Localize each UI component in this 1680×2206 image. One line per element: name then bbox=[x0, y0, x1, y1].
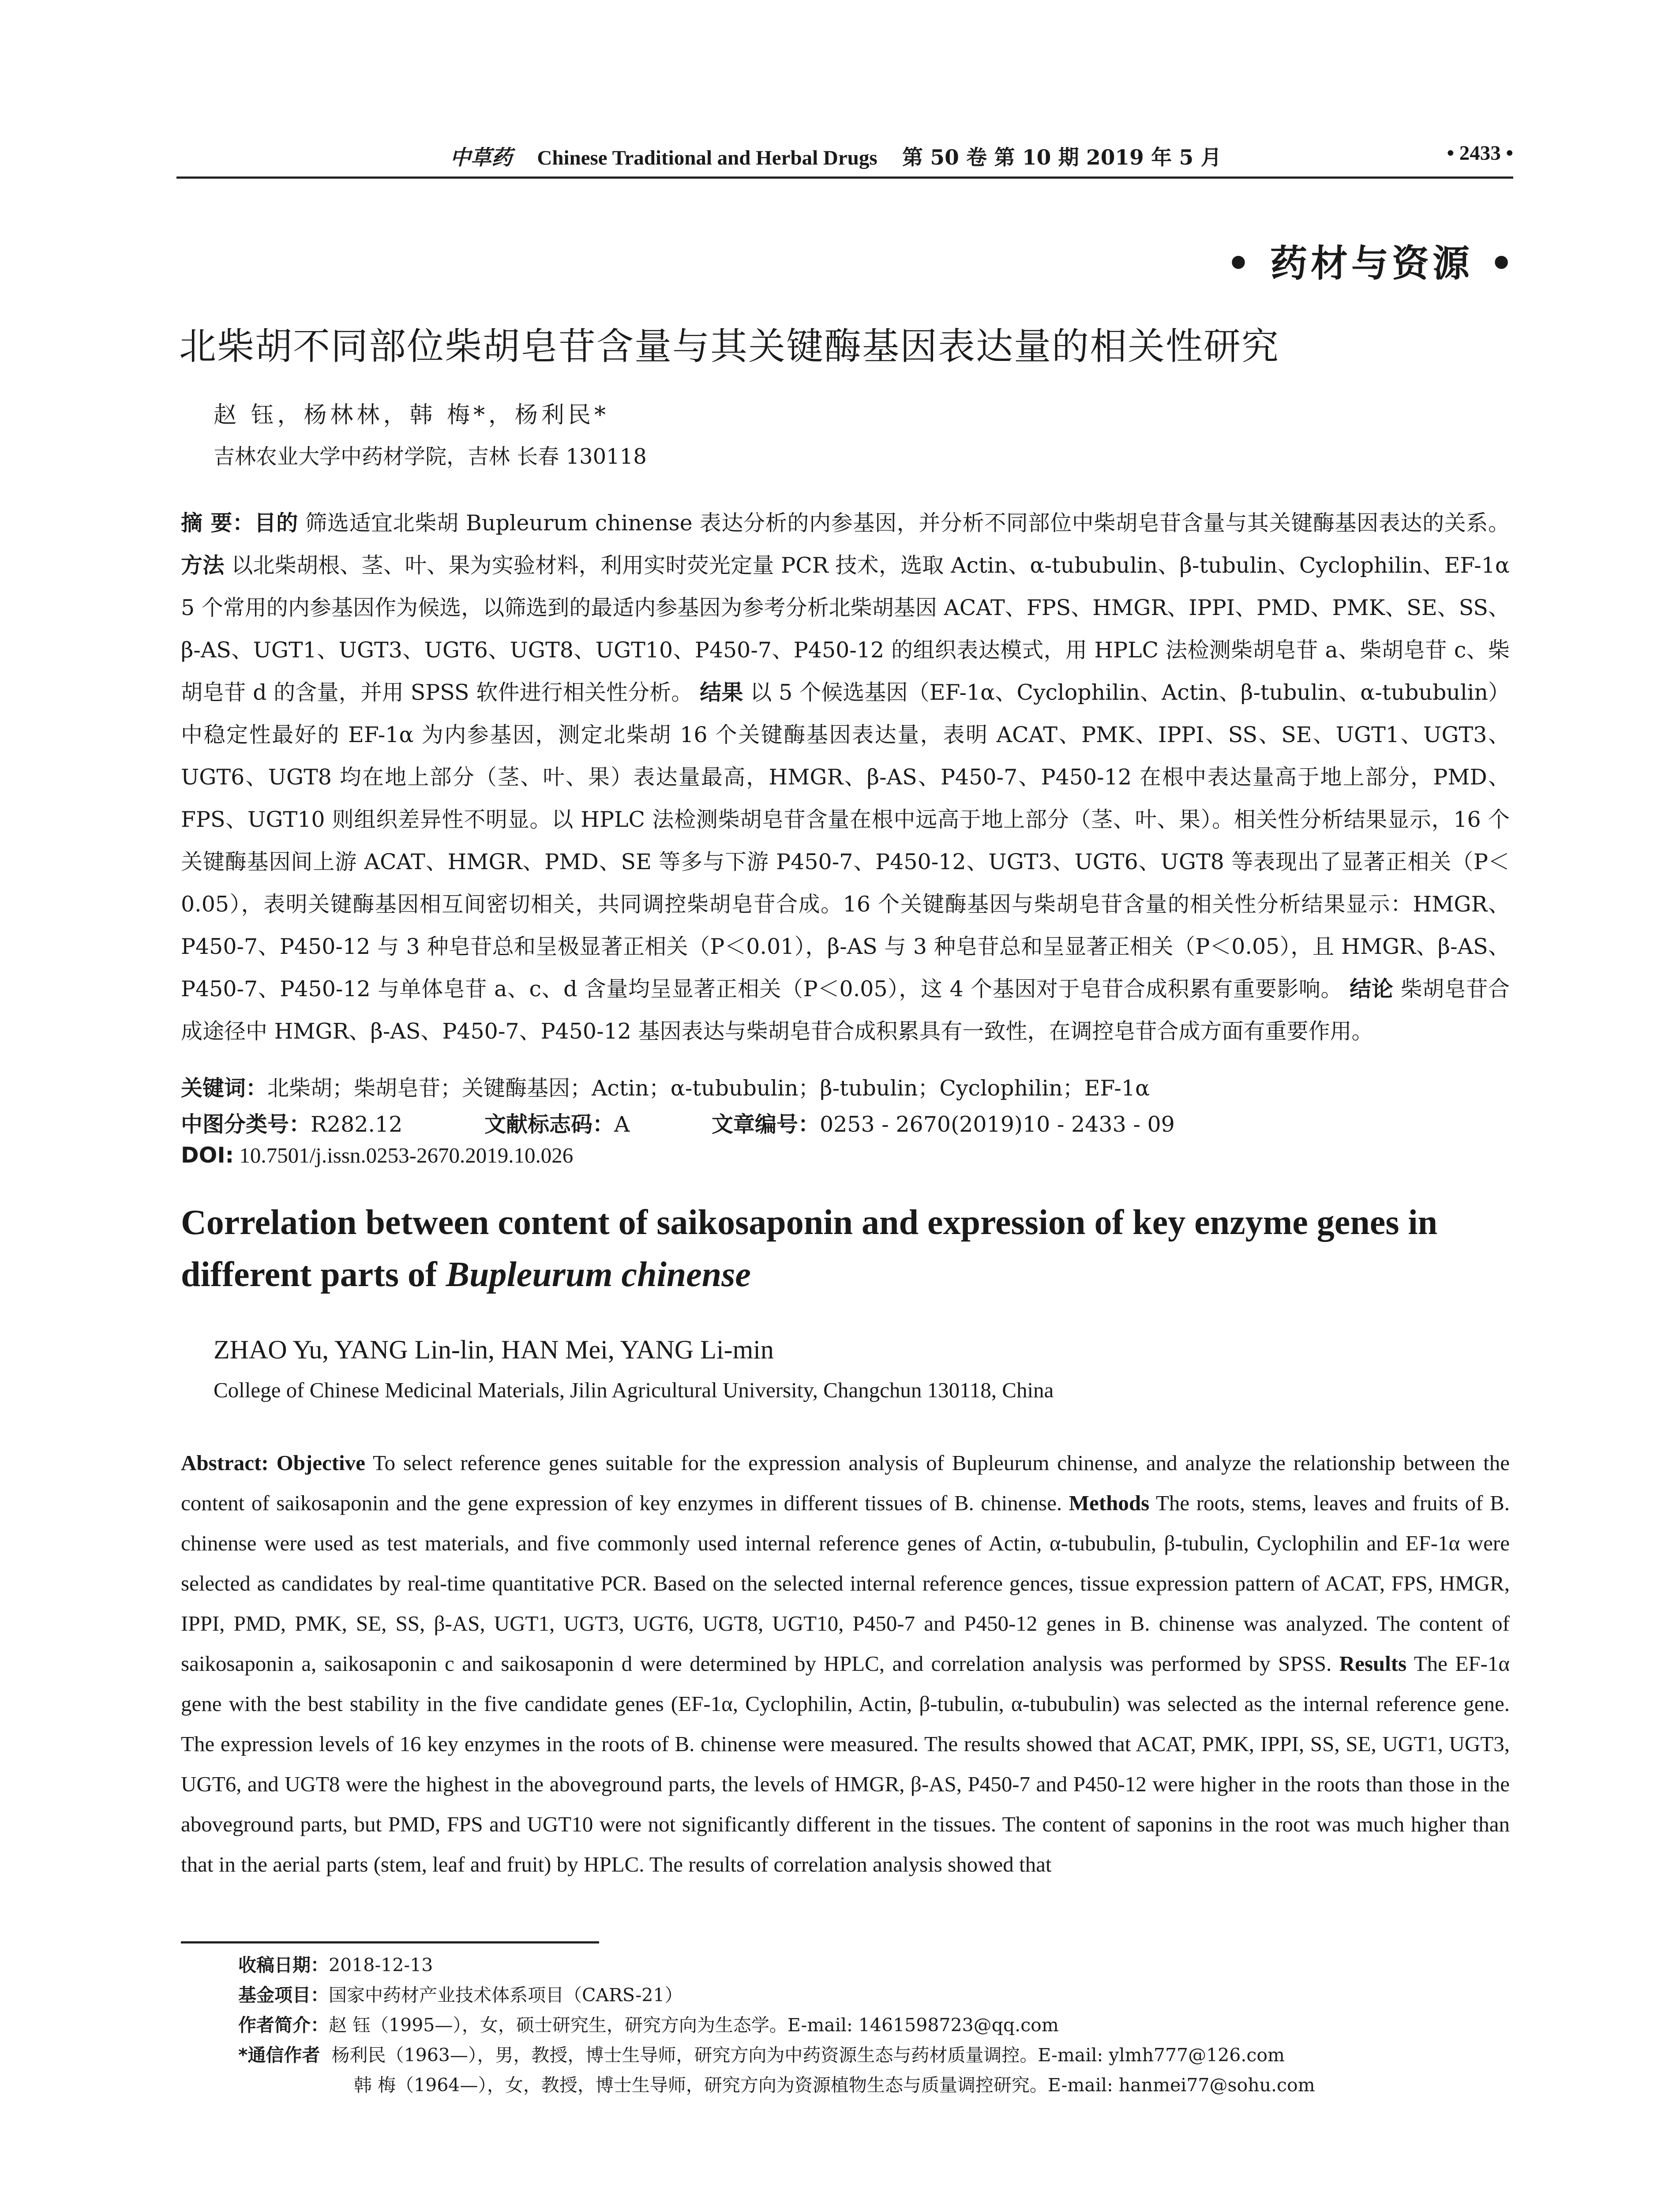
abstract-zh-label: 摘 要： bbox=[181, 510, 255, 536]
doi-line bbox=[181, 1143, 573, 1168]
conclusion-zh: 柴胡皂苷合成途径中 HMGR、β-AS、P450-7、P450-12 基因表达与柴胡皂苷合成积累具有一致性，在调控皂苷合成方面有重要作用。 bbox=[181, 976, 1510, 1044]
article-id-label: 文章编号： bbox=[711, 1112, 820, 1137]
results-label-en: Results bbox=[1339, 1651, 1407, 1676]
footnote-divider bbox=[181, 1941, 599, 1943]
objective-zh: 筛选适宜北柴胡 Bupleurum chinense 表达分析的内参基因，并分析不同部位中柴胡皂苷含量与其关键酶基因表达的关系。 bbox=[305, 510, 1510, 536]
affiliation-zh: 吉林农业大学中药材学院，吉林 长春 130118 bbox=[214, 444, 647, 469]
results-en: The EF-1α gene with the best stability in the five candidate genes (EF-1α, Cyclophilin, Actin, β-tubulin, α-tububulin) was selected as the internal reference gene. The expression levels of 16 key enzymes in the roots of B. chinense were measured. The results showed that ACAT, PMK, IPPI, SS, SE, UGT1, UGT3, UGT6, and UGT8 were the highest in the aboveground parts, the levels of HMGR, β-AS, P450-7 and P450-12 were higher in the roots than those in the aboveground parts, but PMD, FPS and UGT10 were not significantly different in the tissues. The content of saponins in the root was much higher than that in the aerial parts (stem, leaf and fruit) by HPLC. The results of correlation analysis showed that bbox=[181, 1651, 1510, 1876]
fund-info bbox=[238, 1980, 1315, 2010]
footnotes bbox=[238, 1950, 1315, 2100]
abstract-zh bbox=[181, 502, 1510, 1053]
bio-value: 赵 钰（1995—），女，硕士研究生，研究方向为生态学。E-mail: 1461598723@qq.com bbox=[329, 2015, 1059, 2036]
keywords-value: 北柴胡；柴胡皂苷；关键酶基因；Actin；α-tububulin；β-tubulin；Cyclophilin；EF-1α bbox=[267, 1076, 1150, 1101]
corresponding-author bbox=[238, 2040, 1315, 2070]
journal-name-cn: 中草药 bbox=[450, 146, 512, 170]
title-en-species: Bupleurum chinense bbox=[446, 1255, 751, 1294]
corr-label: *通信作者 bbox=[238, 2045, 320, 2066]
authors-zh: 赵 钰，杨林林，韩 梅*，杨利民* bbox=[214, 402, 610, 428]
keywords-label: 关键词： bbox=[181, 1076, 268, 1101]
objective-label-zh: 目的 bbox=[254, 510, 298, 536]
objective-en: To select reference genes suitable for the expression analysis of Bupleurum chinense, and analyze the relationship between the content of saikosaponin and the gene expression of key enzymes in different tissues of B. chinense. bbox=[181, 1451, 1510, 1515]
doi-label: DOI: bbox=[181, 1143, 234, 1168]
methods-label-zh: 方法 bbox=[181, 553, 225, 578]
received-value: 2018-12-13 bbox=[329, 1955, 433, 1976]
article-id-value: 0253 - 2670(2019)10 - 2433 - 09 bbox=[819, 1112, 1175, 1137]
results-zh: 以 5 个候选基因（EF-1α、Cyclophilin、Actin、β-tubulin、α-tububulin）中稳定性最好的 EF-1α 为内参基因，测定北柴胡 16 个关键酶基因表达量，表明 ACAT、PMK、IPPI、SS、SE、UGT1、UGT3、UGT6、UGT8 均在地上部分（茎、叶、果）表达量最高，HMGR、β-AS、P450-7、P450-12 在根中表达量高于地上部分，PMD、FPS、UGT10 则组织差异性不明显。以 HPLC 法检测柴胡皂苷含量在根中远高于地上部分（茎、叶、果）。相关性分析结果显示，16 个关键酶基因间上游 ACAT、HMGR、PMD、SE 等多与下游 P450-7、P450-12、UGT3、UGT6、UGT8 等表现出了显著正相关（P＜0.05），表明关键酶基因相互间密切相关，共同调控柴胡皂苷合成。16 个关键酶基因与柴胡皂苷含量的相关性分析结果显示：HMGR、P450-7、P450-12 与 3 种皂苷总和呈极显著正相关（P＜0.01），β-AS 与 3 种皂苷总和呈显著正相关（P＜0.05），且 HMGR、β-AS、P450-7、P450-12 与单体皂苷 a、c、d 含量均呈显著正相关（P＜0.05），这 4 个基因对于皂苷合成积累有重要影响。 bbox=[181, 680, 1510, 1002]
title-en-main: Correlation between content of saikosaponin and expression of key enzyme genes in different parts of bbox=[181, 1203, 1438, 1294]
received-date bbox=[238, 1950, 1315, 1980]
methods-label-en: Methods bbox=[1069, 1491, 1150, 1515]
title-zh: 北柴胡不同部位柴胡皂苷含量与其关键酶基因表达量的相关性研究 bbox=[179, 325, 1280, 368]
methods-zh: 以北柴胡根、茎、叶、果为实验材料，利用实时荧光定量 PCR 技术，选取 Actin、α-tububulin、β-tubulin、Cyclophilin、EF-1α 5 个常用的内参基因作为候选，以筛选到的最适内参基因为参考分析北柴胡基因 ACAT、FPS、HMGR、IPPI、PMD、PMK、SE、SS、β-AS、UGT1、UGT3、UGT6、UGT8、UGT10、P450-7、P450-12 的组织表达模式，用 HPLC 法检测柴胡皂苷 a、柴胡皂苷 c、柴胡皂苷 d 的含量，并用 SPSS 软件进行相关性分析。 bbox=[181, 553, 1510, 705]
clc-value: R282.12 bbox=[311, 1112, 403, 1137]
fund-value: 国家中药材产业技术体系项目（CARS-21） bbox=[329, 1985, 683, 2006]
authors-en: ZHAO Yu, YANG Lin-lin, HAN Mei, YANG Li-min bbox=[214, 1335, 774, 1364]
page-number: • 2433 • bbox=[1447, 142, 1513, 165]
conclusion-label-zh: 结论 bbox=[1350, 976, 1394, 1002]
corresponding-author-2: 韩 梅（1964—），女，教授，博士生导师，研究方向为资源植物生态与质量调控研究。E-mail: hanmei77@sohu.com bbox=[354, 2075, 1315, 2096]
doc-code-value: A bbox=[614, 1112, 630, 1137]
issue-info: 第 50 卷 第 10 期 2019 年 5 月 bbox=[902, 146, 1222, 170]
bio-label: 作者简介： bbox=[238, 2015, 329, 2036]
objective-label-en: Objective bbox=[276, 1451, 365, 1475]
header-journal bbox=[450, 141, 1222, 171]
doc-code-label: 文献标志码： bbox=[484, 1112, 614, 1137]
section-tag: • 药材与资源 • bbox=[1226, 241, 1517, 285]
journal-name-en: Chinese Traditional and Herbal Drugs bbox=[537, 146, 878, 169]
title-en bbox=[181, 1197, 1518, 1301]
clc-label: 中图分类号： bbox=[181, 1112, 311, 1137]
received-label: 收稿日期： bbox=[238, 1955, 329, 1976]
abstract-en-label: Abstract: bbox=[181, 1451, 269, 1475]
corr-1: 杨利民（1963—），男，教授，博士生导师，研究方向为中药资源生态与药材质量调控。E-mail: ylmh777@126.com bbox=[331, 2045, 1285, 2066]
methods-en: The roots, stems, leaves and fruits of B. chinense were used as test materials, and five commonly used internal reference genes of Actin, α-tububulin, β-tubulin, Cyclophilin and EF-1α were selected as candidates by real-time quantitative PCR. Based on the selected internal reference gences, tissue expression pattern of ACAT, FPS, HMGR, IPPI, PMD, PMK, SE, SS, β-AS, UGT1, UGT3, UGT6, UGT8, UGT10, P450-7 and P450-12 genes in B. chinense was analyzed. The content of saikosaponin a, saikosaponin c and saikosaponin d were determined by HPLC, and correlation analysis was performed by SPSS. bbox=[181, 1491, 1510, 1676]
author-bio bbox=[238, 2010, 1315, 2040]
fund-label: 基金项目： bbox=[238, 1985, 329, 2006]
classification-line bbox=[181, 1107, 1175, 1138]
abstract-en bbox=[181, 1443, 1510, 1884]
keywords-zh bbox=[181, 1071, 1150, 1102]
results-label-zh: 结果 bbox=[700, 680, 743, 705]
affiliation-en: College of Chinese Medicinal Materials, Jilin Agricultural University, Changchun 130118, China bbox=[214, 1378, 1054, 1402]
running-header bbox=[176, 141, 1513, 179]
doi-value: 10.7501/j.issn.0253-2670.2019.10.026 bbox=[239, 1143, 574, 1167]
